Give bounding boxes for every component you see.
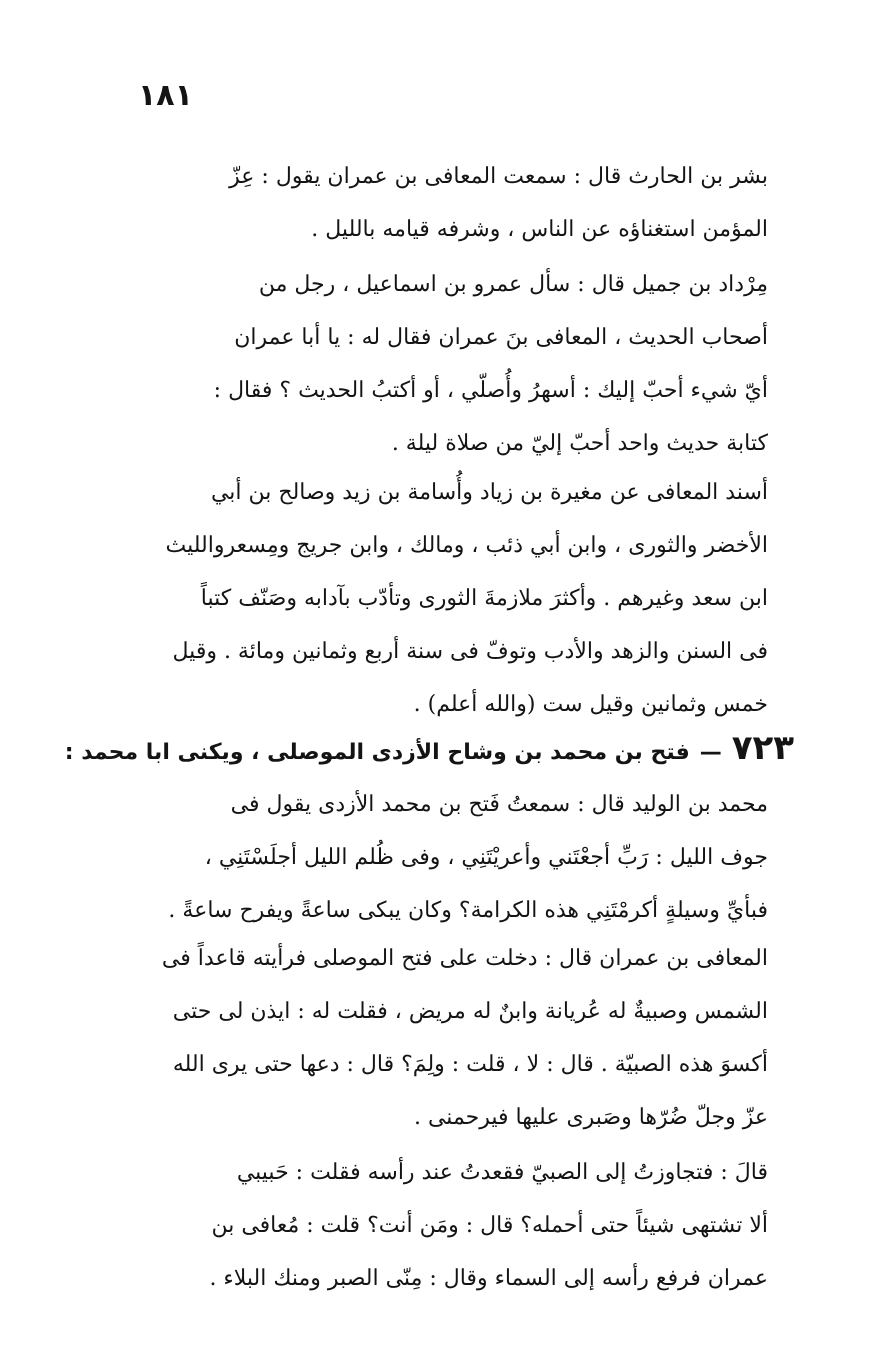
paragraph-bishr-report xyxy=(128,150,768,256)
paragraph-line: خمس وثمانين وقيل ست (والله أعلم) . xyxy=(413,692,768,717)
paragraph-line: المؤمن استغناؤه عن الناس ، وشرفه قيامه بالليل . xyxy=(311,217,768,242)
paragraph-line: أكسوَ هذه الصبيّة . قال : لا ، قلت : ولِمَ؟ قال : دعها حتى يرى الله xyxy=(172,1052,768,1077)
paragraph-mirdad-report xyxy=(128,258,768,470)
paragraph-muafa-visit xyxy=(128,932,768,1144)
paragraph-line: ألا تشتهى شيئاً حتى أحمله؟ قال : ومَن أنت؟ قلت : مُعافى بن xyxy=(211,1213,768,1238)
entry-number: ٧٢٣ xyxy=(731,728,794,768)
paragraph-line: جوف الليل : رَبِّ أجعْتَني وأعريْتَنِي ، وفى ظُلم الليل أجلَسْتَنِي ، xyxy=(204,845,768,870)
paragraph-line: قالَ : فتجاوزتُ إلى الصبيّ فقعدتُ عند رأسه فقلت : حَبيبي xyxy=(236,1160,768,1185)
paragraph-line: أيّ شيء أحبّ إليك : أسهرُ وأُصلّي ، أو أكتبُ الحديث ؟ فقال : xyxy=(213,378,768,403)
paragraph-line: المعافى بن عمران قال : دخلت على فتح الموصلى فرأيته قاعداً فى xyxy=(161,946,768,971)
entry-title: فتح بن محمد بن وشاح الأزدى الموصلى ، ويكنى ابا محمد : xyxy=(64,740,690,765)
entry-heading xyxy=(64,726,794,775)
paragraph-biography-summary xyxy=(128,466,768,731)
paragraph-sick-child xyxy=(128,1146,768,1305)
paragraph-line: الشمس وصبيةٌ له عُريانة وابنٌ له مريض ، فقلت له : ايذن لى حتى xyxy=(172,999,768,1024)
paragraph-line: كتابة حديث واحد أحبّ إليّ من صلاة ليلة . xyxy=(391,431,768,456)
paragraph-fath-prayer xyxy=(128,778,768,937)
paragraph-line: ابن سعد وغيرهم . وأكثرَ ملازمةَ الثورى وتأدّب بآدابه وصَنّف كتباً xyxy=(200,586,768,611)
paragraph-line: بشر بن الحارث قال : سمعت المعافى بن عمران يقول : عِزّ xyxy=(229,164,768,189)
paragraph-line: عزّ وجلّ ضُرّها وصَبرى عليها فيرحمنى . xyxy=(413,1105,768,1130)
paragraph-line: عمران فرفع رأسه إلى السماء وقال : مِنّى الصبر ومنك البلاء . xyxy=(209,1266,768,1291)
paragraph-line: أصحاب الحديث ، المعافى بنَ عمران فقال له : يا أبا عمران xyxy=(234,325,768,350)
paragraph-line: محمد بن الوليد قال : سمعتُ فَتح بن محمد الأزدى يقول فى xyxy=(230,792,768,817)
paragraph-line: فبأيِّ وسيلةٍ أكرمْتَنِي هذه الكرامة؟ وكان يبكى ساعةً ويفرح ساعةً . xyxy=(168,898,768,923)
paragraph-line: الأخضر والثورى ، وابن أبي ذئب ، ومالك ، وابن جريج ومِسعروالليث xyxy=(165,533,768,558)
page-number: ١٨١ xyxy=(138,78,193,113)
entry-dash: — xyxy=(699,740,722,765)
paragraph-line: مِرْداد بن جميل قال : سأل عمرو بن اسماعيل ، رجل من xyxy=(258,272,768,297)
paragraph-line: فى السنن والزهد والأدب وتوفّ فى سنة أربع وثمانين ومائة . وقيل xyxy=(172,639,768,664)
paragraph-line: أسند المعافى عن مغيرة بن زياد وأُسامة بن زيد وصالح بن أبي xyxy=(210,480,768,505)
